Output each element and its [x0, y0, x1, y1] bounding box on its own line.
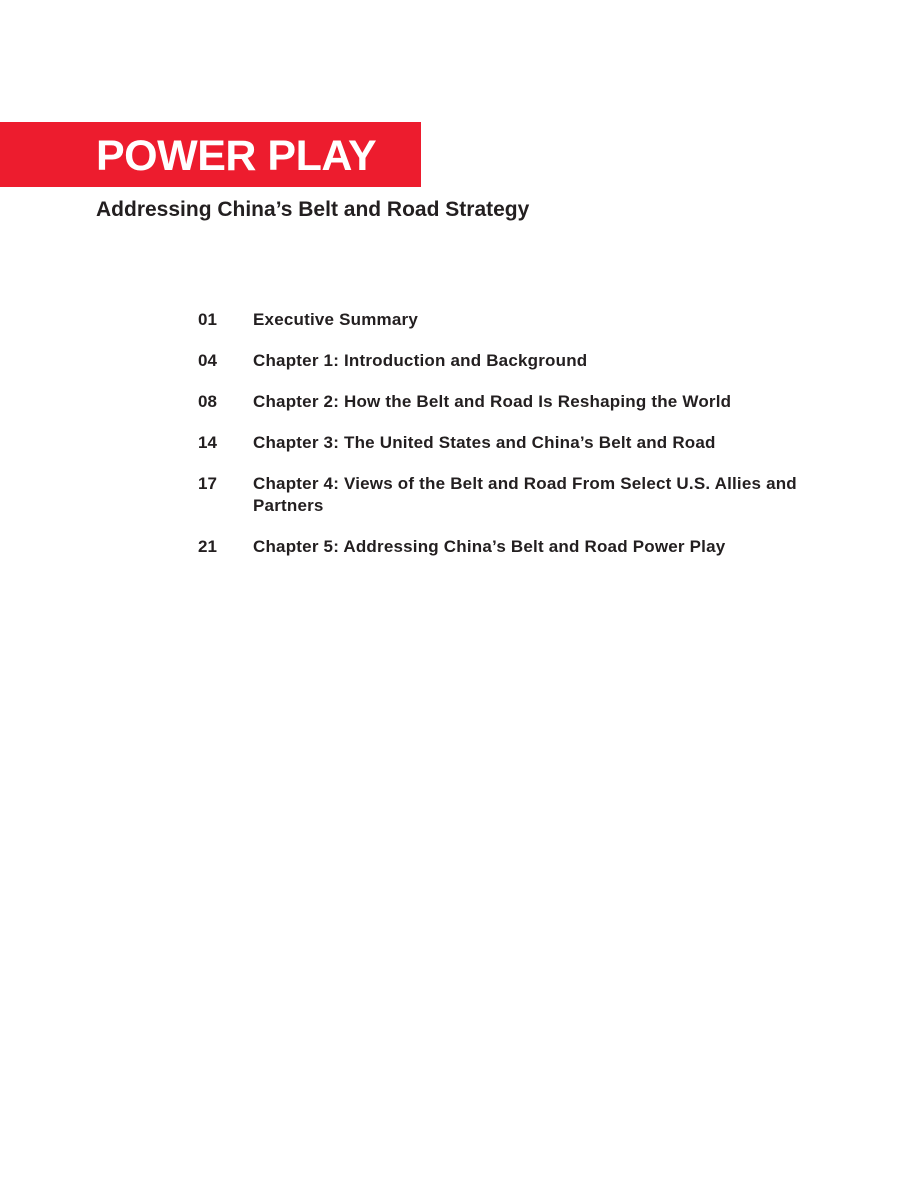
toc-page-number: 04	[198, 351, 217, 370]
toc-page-number: 21	[198, 537, 217, 556]
document-subtitle: Addressing China’s Belt and Road Strategy	[96, 198, 530, 221]
toc-entry-title: Chapter 4: Views of the Belt and Road From Select U.S. Allies and Partners	[253, 474, 797, 515]
toc-page-number: 08	[198, 392, 217, 411]
toc-entry-title: Executive Summary	[253, 310, 418, 329]
toc-entry-chapter-5[interactable]	[198, 536, 838, 558]
toc-entry-executive-summary[interactable]	[198, 309, 838, 331]
toc-entry-chapter-1[interactable]	[198, 350, 838, 372]
toc-page-number: 17	[198, 474, 217, 493]
toc-entry-chapter-2[interactable]	[198, 391, 838, 413]
toc-entry-title: Chapter 5: Addressing China’s Belt and Road Power Play	[253, 537, 726, 556]
table-of-contents	[198, 309, 838, 577]
toc-page-number: 14	[198, 433, 217, 452]
toc-page-number: 01	[198, 310, 217, 329]
toc-entry-title: Chapter 1: Introduction and Background	[253, 351, 588, 370]
document-title: POWER PLAY	[96, 132, 377, 180]
toc-entry-chapter-4[interactable]	[198, 473, 838, 517]
toc-entry-chapter-3[interactable]	[198, 432, 838, 454]
toc-entry-title: Chapter 3: The United States and China’s Belt and Road	[253, 433, 716, 452]
toc-entry-title: Chapter 2: How the Belt and Road Is Reshaping the World	[253, 392, 732, 411]
